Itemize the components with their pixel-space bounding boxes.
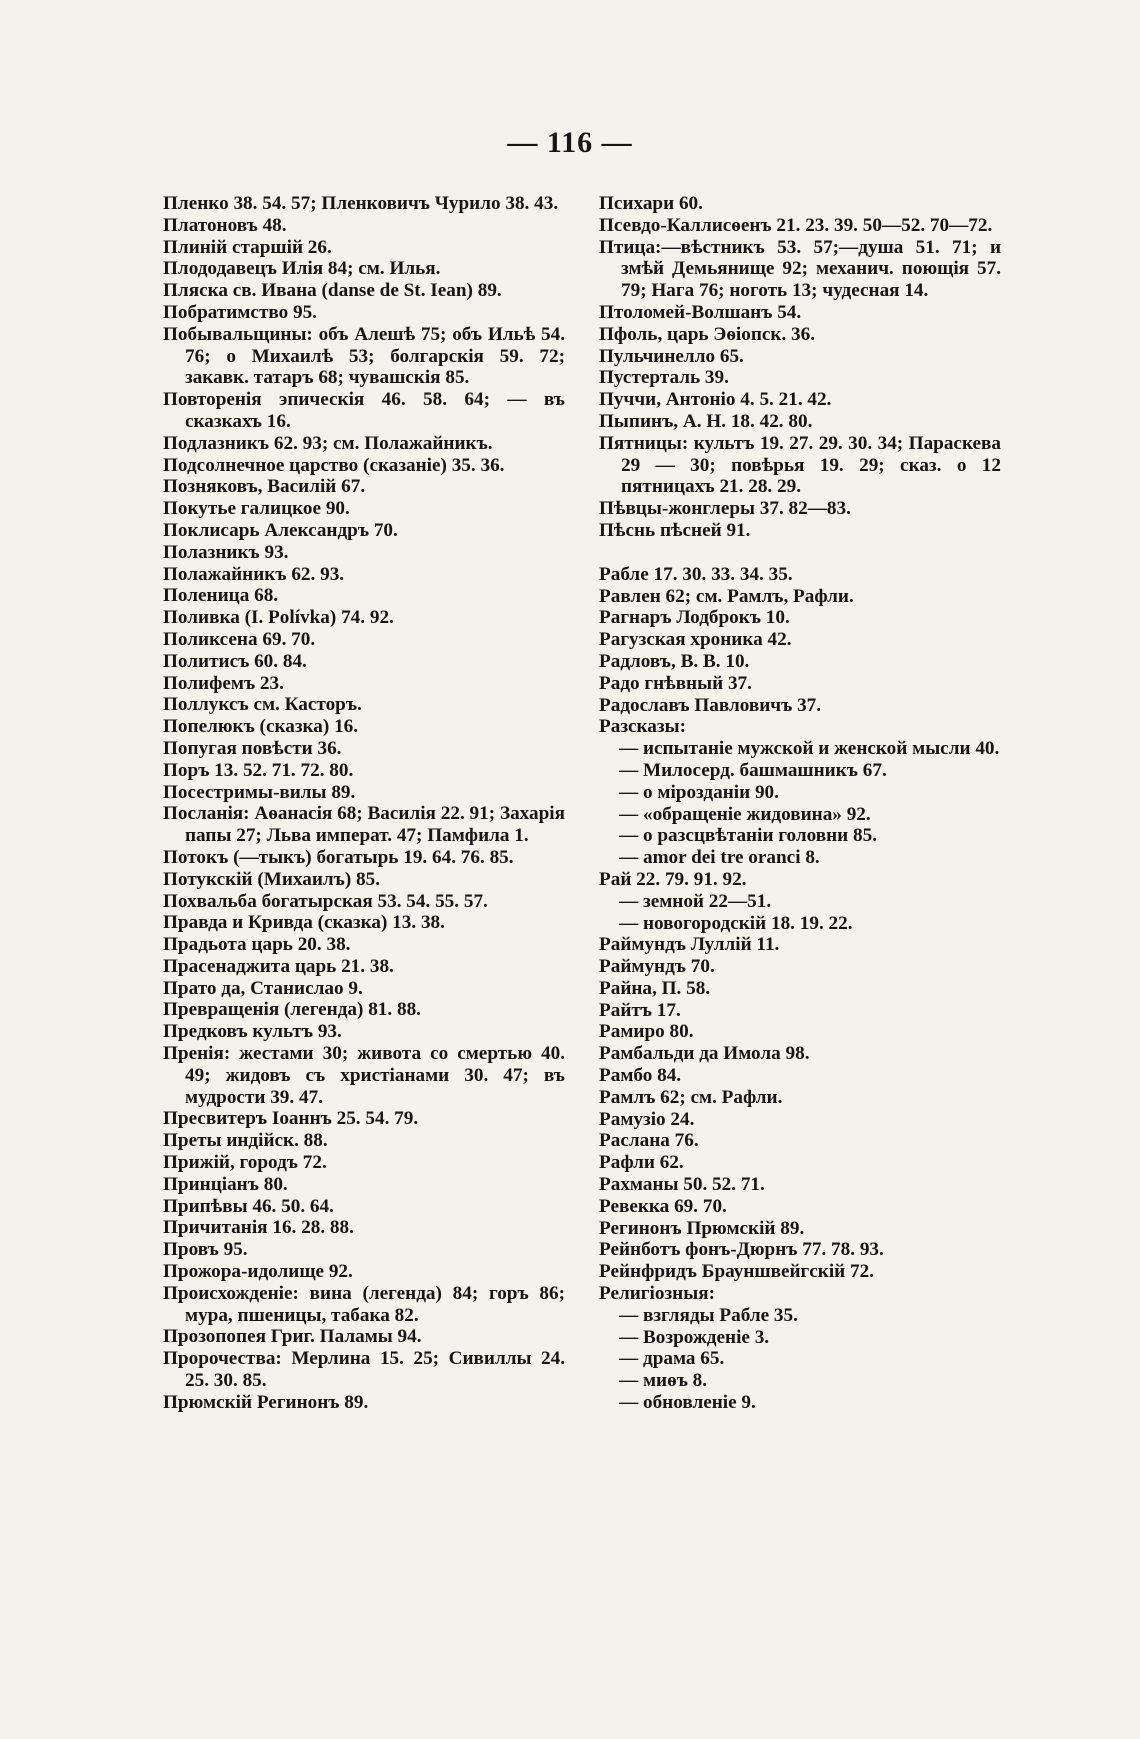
index-entry: Причитанія 16. 28. 88. [163,1217,354,1239]
index-entry: Провъ 95. [163,1239,248,1261]
section-gap [599,542,1001,564]
index-entry: Поленица 68. [163,585,279,607]
index-subentry: — обновленіе 9. [619,1392,756,1414]
index-entry: Посестримы-вилы 89. [163,781,356,803]
index-entry: Рейнфридъ Брауншвейгскій 72. [599,1261,874,1283]
index-entry: Рабле 17. 30. 33. 34. 35. [599,563,793,585]
index-entry: Рейнботъ фонъ-Дюрнъ 77. 78. 93. [599,1239,884,1261]
index-entry: Птица:—вѣстникъ 53. 57;—душа 51. 71; и змѣй Демьянище 92; механич. поющія 57. 79; Нага 76; ноготь 13; чудесная 14. [599,236,1001,302]
index-entry: Попугая повѣсти 36. [163,737,342,759]
index-entry: Покутье галицкое 90. [163,498,350,520]
index-entry: Происхожденіе: вина (легенда) 84; горъ 86; мура, пшеницы, табака 82. [163,1282,565,1326]
index-entry: Прожора-идолище 92. [163,1261,353,1283]
index-entry: Радославъ Павловичъ 37. [599,694,822,716]
index-entry: Псевдо-Каллисѳенъ 21. 23. 39. 50—52. 70—72. [599,214,993,236]
index-subentry: — Возрожденіе 3. [619,1326,770,1348]
index-entry: Рамиро 80. [599,1021,694,1043]
index-entry: Прасенаджита царь 21. 38. [163,955,394,977]
index-entry: Рамузіо 24. [599,1108,695,1130]
index-entry: Рамбальди да Имола 98. [599,1043,810,1065]
index-entry: Поллуксъ см. Касторъ. [163,694,362,716]
index-entry: Плиній старшій 26. [163,236,332,258]
index-subentry: — новогородскій 18. 19. 22. [619,912,853,934]
index-entry: Рагузская хроника 42. [599,629,792,651]
index-entry: Попелюкъ (сказка) 16. [163,716,359,738]
index-entry: Платоновъ 48. [163,214,287,236]
index-entry: Пѣвцы-жонглеры 37. 82—83. [599,498,851,520]
index-entry: Превращенія (легенда) 81. 88. [163,999,421,1021]
index-entry: Пульчинелло 65. [599,345,744,367]
index-entry: Пренія: жестами 30; живота со смертью 40. 49; жидовъ съ христіанами 30. 47; въ мудрости 39. 47. [163,1043,565,1108]
index-entry: Припѣвы 46. 50. 64. [163,1195,334,1217]
index-entry: Потукскій (Михаилъ) 85. [163,868,381,890]
index-entry: Разсказы: [599,716,686,738]
index-subentry: — о разсцвѣтаніи головни 85. [619,825,878,847]
index-entry: Повторенія эпическія 46. 58. 64; — въ сказкахъ 16. [163,389,565,432]
page-number: — 116 — [507,126,633,159]
index-entry: Рай 22. 79. 91. 92. [599,868,747,890]
index-entry: Религіозныя: [599,1283,715,1305]
index-entry: Поликсена 69. 70. [163,628,316,650]
index-entry: Прадьота царь 20. 38. [163,934,351,956]
index-entry: Прижій, городъ 72. [163,1152,327,1174]
index-entry: Рахманы 50. 52. 71. [599,1174,765,1196]
index-entry: Поръ 13. 52. 71. 72. 80. [163,759,354,781]
index-entry: Подсолнечное царство (сказаніе) 35. 36. [163,454,505,476]
index-subentry: — amor dei tre oranci 8. [619,847,820,869]
index-entry: Похвальба богатырская 53. 54. 55. 57. [163,890,488,912]
index-entry: Рагнаръ Лодброкъ 10. [599,607,790,629]
index-entry: Радловъ, В. В. 10. [599,650,750,672]
index-entry: Пустерталь 39. [599,367,729,389]
index-entry: Райна, П. 58. [599,977,711,999]
index-subentry: — Милосерд. башмашникъ 67. [619,759,887,781]
index-column-right [599,193,1001,1414]
index-subentry: — драма 65. [619,1348,725,1370]
index-entry: Посланія: Аѳанасія 68; Василія 22. 91; Захарія папы 27; Льва императ. 47; Памфила 1. [163,803,565,847]
index-entry: Равлен 62; см. Рамлъ, Рафли. [599,585,854,607]
index-entry: Раслана 76. [599,1130,699,1152]
index-entry: Поклисарь Александръ 70. [163,519,398,541]
index-entry: Райтъ 17. [599,999,681,1021]
index-entry: Побратимство 95. [163,301,317,323]
index-entry: Пророчества: Мерлина 15. 25; Сивиллы 24. 25. 30. 85. [163,1348,565,1392]
index-entry: Подлазникъ 62. 93; см. Полажайникъ. [163,432,493,454]
index-subentry: — земной 22—51. [619,890,772,912]
index-entry: Позняковъ, Василій 67. [163,476,366,498]
index-entry: Пфоль, царь Эѳіопск. 36. [599,323,816,345]
index-entry: Рафли 62. [599,1152,684,1174]
index-entry: Пѣснь пѣсней 91. [599,519,751,541]
index-entry: Прато да, Станислао 9. [163,977,363,999]
index-entry: Правда и Кривда (сказка) 13. 38. [163,912,445,934]
index-entry: Радо гнѣвный 37. [599,672,752,694]
index-entry: Преты индійск. 88. [163,1130,328,1152]
index-entry: Пуччи, Антоніо 4. 5. 21. 42. [599,389,832,411]
index-entry: Полазникъ 93. [163,541,289,563]
index-subentry: — испытаніе мужской и женской мысли 40. [619,738,1000,760]
index-entry: Поливка (I. Polívka) 74. 92. [163,607,394,629]
index-entry: Регинонъ Прюмскій 89. [599,1217,805,1239]
index-entry: Полифемъ 23. [163,672,284,694]
index-entry: Пятницы: культъ 19. 27. 29. 30. 34; Параскева 29 — 30; повѣрья 19. 29; сказ. о 12 пятницахъ 21. 28. 29. [599,432,1001,498]
index-entry: Прозопопея Григ. Паламы 94. [163,1326,422,1348]
index-entry: Рамлъ 62; см. Рафли. [599,1086,783,1108]
index-entry: Раймундъ Луллій 11. [599,934,780,956]
index-entry: Психари 60. [599,193,703,214]
index-entry: Раймундъ 70. [599,956,715,978]
index-entry: Пресвитеръ Іоаннъ 25. 54. 79. [163,1108,419,1130]
index-subentry: — взгляды Рабле 35. [619,1304,798,1326]
index-subentry: — о мірозданіи 90. [619,781,779,803]
index-entry: Предковъ культъ 93. [163,1021,342,1043]
index-column-left [163,193,565,1414]
index-entry: Принціанъ 80. [163,1173,288,1195]
index-subentry: — «обращеніе жидовина» 92. [619,803,871,825]
index-entry: Рамбо 84. [599,1065,682,1087]
index-subentry: — миѳъ 8. [619,1370,708,1392]
index-entry: Политисъ 60. 84. [163,650,307,672]
index-entry: Полажайникъ 62. 93. [163,563,345,585]
index-entry: Птоломей-Волшанъ 54. [599,301,802,323]
index-entry: Потокъ (—тыкъ) богатырь 19. 64. 76. 85. [163,846,514,868]
index-entry: Пляска св. Ивана (danse de St. Iean) 89. [163,280,502,302]
index-entry: Пыпинъ, А. Н. 18. 42. 80. [599,410,813,432]
index-entry: Побывальщины: объ Алешѣ 75; объ Ильѣ 54. 76; о Михаилѣ 53; болгарскія 59. 72; закавк. татаръ 68; чувашскія 85. [163,323,565,389]
index-entry: Ревекка 69. 70. [599,1195,727,1217]
index-entry: Пленко 38. 54. 57; Пленковичъ Чурило 38. 43. [163,193,559,214]
index-entry: Прюмскій Регинонъ 89. [163,1391,369,1413]
index-entry: Плододавецъ Илія 84; см. Илья. [163,258,441,280]
